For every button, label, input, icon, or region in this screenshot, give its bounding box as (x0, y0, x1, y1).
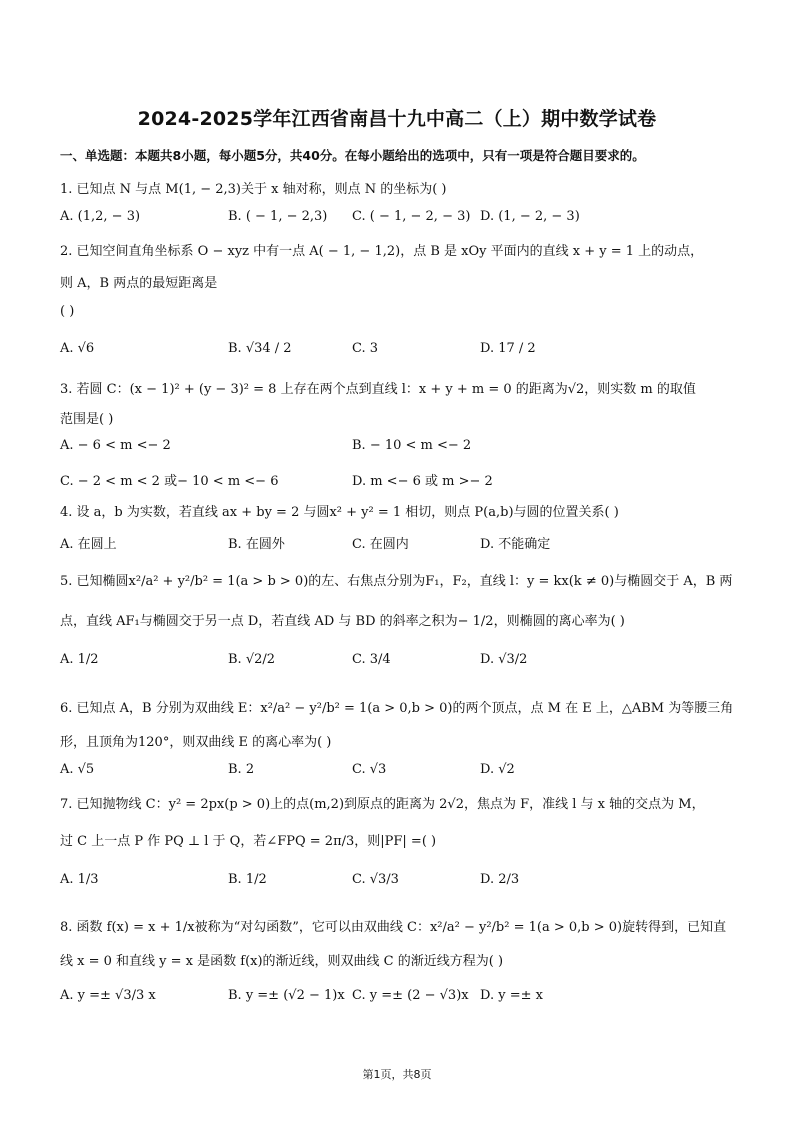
section-heading: 一、单选题：本题共8小题，每小题5分，共40分。在每小题给出的选项中，只有一项是符合题目要求的。 (60, 148, 645, 163)
q2-option-a: A. √6 (60, 341, 95, 356)
page-title: 2024-2025学年江西省南昌十九中高二（上）期中数学试卷 (137, 108, 657, 130)
q8-option-c: C. y =± (2 − √3)x (352, 988, 469, 1003)
q6-option-a: A. √5 (60, 762, 95, 777)
question-7-stem-line1: 7. 已知抛物线 C：y² = 2px(p > 0)上的点(m,2)到原点的距离为 2√2，焦点为 F，准线 l 与 x 轴的交点为 M， (60, 797, 705, 812)
q7-option-d: D. 2/3 (480, 872, 520, 887)
question-5-stem-line2: 点，直线 AF₁与椭圆交于另一点 D，若直线 AD 与 BD 的斜率之积为− 1/2，则椭圆的离心率为( ) (60, 614, 625, 629)
q3-option-d: D. m <− 6 或 m >− 2 (352, 474, 493, 489)
q1-option-b: B. ( − 1, − 2,3) (228, 209, 328, 224)
question-6-stem-line1: 6. 已知点 A，B 分别为双曲线 E：x²/a² − y²/b² = 1(a > 0,b > 0)的两个顶点，点 M 在 E 上，△ABM 为等腰三角 (60, 701, 734, 716)
q5-option-c: C. 3/4 (352, 652, 391, 667)
question-8-stem-line2: 线 x = 0 和直线 y = x 是函数 f(x)的渐近线，则双曲线 C 的渐近线方程为( ) (60, 954, 504, 969)
q8-option-d: D. y =± x (480, 988, 543, 1003)
question-8-stem-line1: 8. 函数 f(x) = x + 1/x被称为“对勾函数”，它可以由双曲线 C：x²/a² − y²/b² = 1(a > 0,b > 0)旋转得到，已知直 (60, 920, 727, 935)
q1-option-a: A. (1,2, − 3) (60, 209, 141, 224)
q5-option-a: A. 1/2 (60, 652, 99, 667)
q4-option-d: D. 不能确定 (480, 537, 551, 552)
question-3-stem-line1: 3. 若圆 C：(x − 1)² + (y − 3)² = 8 上存在两个点到直线 l：x + y + m = 0 的距离为√2，则实数 m 的取值 (60, 382, 696, 397)
question-1-stem: 1. 已知点 N 与点 M(1, − 2,3)关于 x 轴对称，则点 N 的坐标为( ) (60, 182, 447, 197)
q2-option-b: B. √34 / 2 (228, 341, 292, 356)
q7-option-b: B. 1/2 (228, 872, 267, 887)
q2-option-d: D. 17 / 2 (480, 341, 536, 356)
question-2-stem-line1: 2. 已知空间直角坐标系 O − xyz 中有一点 A( − 1, − 1,2)，点 B 是 xOy 平面内的直线 x + y = 1 上的动点， (60, 244, 704, 259)
q7-option-c: C. √3/3 (352, 872, 399, 887)
question-2-stem-line2: 则 A，B 两点的最短距离是 (60, 276, 218, 291)
q4-option-c: C. 在圆内 (352, 537, 409, 552)
q3-option-a: A. − 6 < m <− 2 (60, 438, 171, 453)
question-4-stem: 4. 设 a，b 为实数，若直线 ax + by = 2 与圆x² + y² = 1 相切，则点 P(a,b)与圆的位置关系( ) (60, 505, 619, 520)
question-3-stem-line2: 范围是( ) (60, 412, 114, 427)
question-2-stem-line3: ( ) (60, 304, 75, 319)
q4-option-b: B. 在圆外 (228, 537, 285, 552)
q3-option-c: C. − 2 < m < 2 或− 10 < m <− 6 (60, 474, 279, 489)
q8-option-b: B. y =± (√2 − 1)x (228, 988, 345, 1003)
question-7-stem-line2: 过 C 上一点 P 作 PQ ⊥ l 于 Q，若∠FPQ = 2π/3，则|PF| =( ) (60, 834, 437, 849)
q1-option-d: D. (1, − 2, − 3) (480, 209, 580, 224)
q4-option-a: A. 在圆上 (60, 537, 117, 552)
q6-option-b: B. 2 (228, 762, 255, 777)
q5-option-d: D. √3/2 (480, 652, 528, 667)
q6-option-c: C. √3 (352, 762, 387, 777)
q3-option-b: B. − 10 < m <− 2 (352, 438, 472, 453)
question-5-stem-line1: 5. 已知椭圆x²/a² + y²/b² = 1(a > b > 0)的左、右焦点分别为F₁，F₂，直线 l：y = kx(k ≠ 0)与椭圆交于 A，B 两 (60, 574, 733, 589)
q6-option-d: D. √2 (480, 762, 515, 777)
q8-option-a: A. y =± √3/3 x (60, 988, 156, 1003)
q7-option-a: A. 1/3 (60, 872, 99, 887)
page-footer: 第1页，共8页 (362, 1068, 432, 1081)
question-6-stem-line2: 形，且顶角为120°，则双曲线 E 的离心率为( ) (60, 735, 332, 750)
q1-option-c: C. ( − 1, − 2, − 3) (352, 209, 471, 224)
q5-option-b: B. √2/2 (228, 652, 276, 667)
q2-option-c: C. 3 (352, 341, 379, 356)
